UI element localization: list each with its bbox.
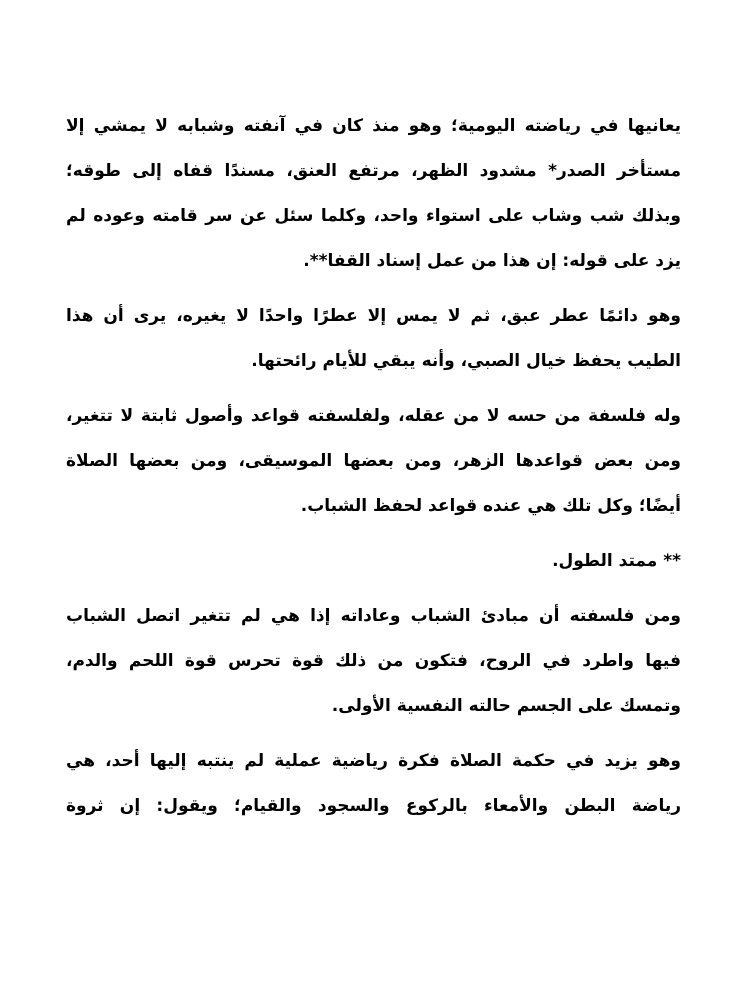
text-line: الطيب يحفظ خيال الصبي، وأنه يبقي للأيام رائحتها.: [251, 351, 681, 371]
text-line: مستأخر الصدر* مشدود الظهر، مرتفع العنق، مسندًا قفاه إلى طوقه؛: [66, 161, 681, 181]
text-line: وتمسك على الجسم حالته النفسية الأولى.: [331, 696, 681, 716]
footnote-line: ** ممتد الطول.: [552, 551, 681, 571]
text-line: وبذلك شب وشاب على استواء واحد، وكلما سئل عن سر قامته وعوده لم: [66, 206, 681, 226]
text-line: يعانيها في رياضته اليومية؛ وهو منذ كان في آنفته وشبابه لا يمشي إلا: [66, 116, 681, 136]
text-line: وهو يزيد في حكمة الصلاة فكرة رياضية عملية لم ينتبه إليها أحد، هي: [66, 751, 681, 771]
text-line: وهو دائمًا عطر عبق، ثم لا يمس إلا عطرًا واحدًا لا يغيره، يرى أن هذا: [66, 306, 681, 326]
paragraph-perfume: [66, 294, 681, 384]
text-line: ومن فلسفته أن مبادئ الشباب وعاداته إذا هي لم تتغير اتصل الشباب: [66, 606, 681, 626]
text-line: يزد على قوله: إن هذا من عمل إسناد القفا**.: [303, 251, 681, 271]
paragraph-principles: [66, 594, 681, 729]
footnote: [66, 539, 681, 584]
text-line: فيها واطرد في الروح، فتكون من ذلك قوة تحرس قوة اللحم والدم،: [66, 651, 681, 671]
paragraph-philosophy: [66, 394, 681, 529]
text-line: وله فلسفة من حسه لا من عقله، ولفلسفته قواعد وأصول ثابتة لا تتغير،: [66, 406, 681, 426]
text-line: أيضًا؛ وكل تلك هي عنده قواعد لحفظ الشباب.: [300, 496, 681, 516]
text-line: ومن بعض قواعدها الزهر، ومن بعضها الموسيقى، ومن بعضها الصلاة: [66, 451, 681, 471]
text-line: رياضة البطن والأمعاء بالركوع والسجود والقيام؛ ويقول: إن ثروة: [66, 796, 681, 816]
paragraph-posture: [66, 104, 681, 284]
document-page: [66, 104, 681, 839]
paragraph-prayer: [66, 739, 681, 829]
